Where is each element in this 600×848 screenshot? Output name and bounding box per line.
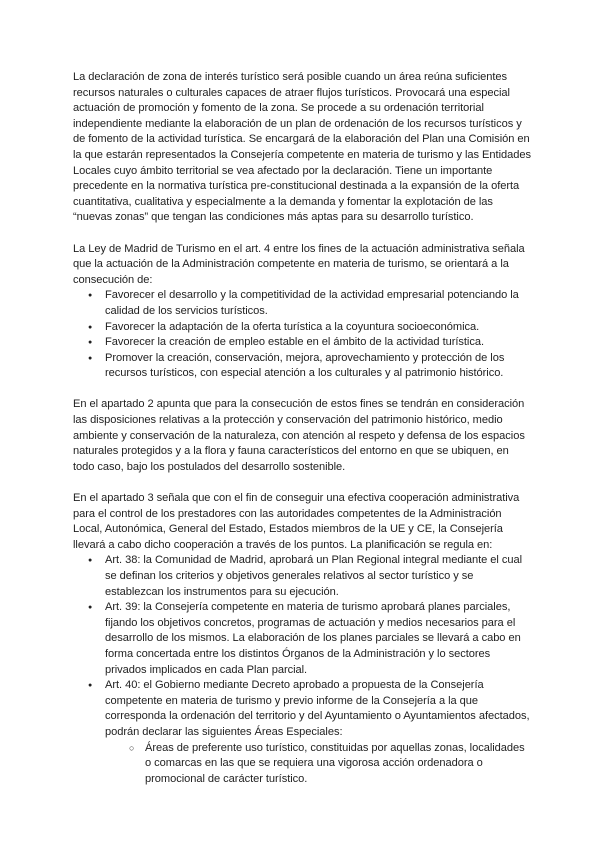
fines-bullet-list — [73, 288, 533, 382]
planificacion-bullet-list — [73, 553, 533, 787]
list-item-art-38: ● Art. 38: la Comunidad de Madrid, aprobará un Plan Regional integral mediante el cual se definan los criterios y objetivos generales relativos al sector turístico y se establezcan los instrumentos para su ejecución. — [73, 553, 533, 600]
areas-especiales-sublist — [105, 741, 533, 788]
paragraph-zona-interes-turistico: La declaración de zona de interés turístico será posible cuando un área reúna suficientes recursos naturales o culturales capaces de atraer flujos turísticos. Provocará una especial actuación de promoción y fomento de la zona. Se procede a su ordenación territorial independiente mediante la elaboración de un plan de ordenación de los recursos turísticos y de fomento de la actividad turística. Se encargará de la elaboración del Plan una Comisión en la que estarán representados la Consejería competente en materia de turismo y las Entidades Locales cuyo ámbito territorial se vea afectado por la declaración. Tiene un importante precedente en la normativa turística pre-constitucional destinada a la expansión de la oferta cuantitativa, cualitativa y especialmente a la demanda y fomentar la explotación de las “nuevas zonas” que tengan las condiciones más aptas para su desarrollo turístico. — [73, 71, 531, 224]
list-item: ● Favorecer la creación de empleo estable en el ámbito de la actividad turística. — [73, 335, 533, 351]
paragraph-apartado-2: En el apartado 2 apunta que para la consecución de estos fines se tendrán en consideración las disposiciones relativas a la protección y conservación del patrimonio histórico, medio ambiente y conservación de la naturaleza, con atención al respeto y defensa de los espacios naturales protegidos y a la flora y fauna característicos del entorno en que se ubiquen, en todo caso, bajo los postulados del desarrollo sostenible. — [73, 398, 525, 473]
list-item: ● Favorecer el desarrollo y la competitividad de la actividad empresarial potenciando la calidad de los servicios turísticos. — [73, 288, 533, 319]
sublist-item: ○ Áreas de preferente uso turístico, constituidas por aquellas zonas, localidades o comarcas en las que se requiera una vigorosa acción ordenadora o promocional de carácter turístico. — [105, 741, 533, 788]
list-item-art-40-text: Art. 40: el Gobierno mediante Decreto aprobado a propuesta de la Consejería competente en materia de turismo y previo informe de la Consejería a la que corresponda la ordenación del territorio y del Ayuntamiento o Ayuntamientos afectados, podrán declarar las siguientes Áreas Especiales: — [105, 679, 530, 738]
list-item: ● Promover la creación, conservación, mejora, aprovechamiento y protección de los recursos turísticos, con especial atención a los culturales y al patrimonio histórico. — [73, 351, 533, 382]
list-item-art-40 — [73, 678, 533, 787]
list-item-art-39: ● Art. 39: la Consejería competente en materia de turismo aprobará planes parciales, fijando los objetivos concretos, programas de actuación y medios necesarios para el desarrollo de los mismos. La elaboración de los planes parciales se llevará a cabo en forma concertada entre los distintos Órganos de la Administración y lo sectores privados implicados en cada Plan parcial. — [73, 600, 533, 678]
paragraph-ley-madrid-fines: La Ley de Madrid de Turismo en el art. 4 entre los fines de la actuación administrativa señala que la actuación de la Administración competente en materia de turismo, se orientará a la consecución de: — [73, 242, 525, 286]
list-item: ● Favorecer la adaptación de la oferta turística a la coyuntura socioeconómica. — [73, 320, 533, 336]
paragraph-apartado-3: En el apartado 3 señala que con el fin de conseguir una efectiva cooperación administrativa para el control de los prestadores con las autoridades competentes de la Administración Local, Autonómica, General del Estado, Estados miembros de la UE y CE, la Consejería llevará a cabo dicho cooperación a través de los puntos. La planificación se regula en: — [73, 492, 520, 551]
document-page — [73, 70, 533, 803]
